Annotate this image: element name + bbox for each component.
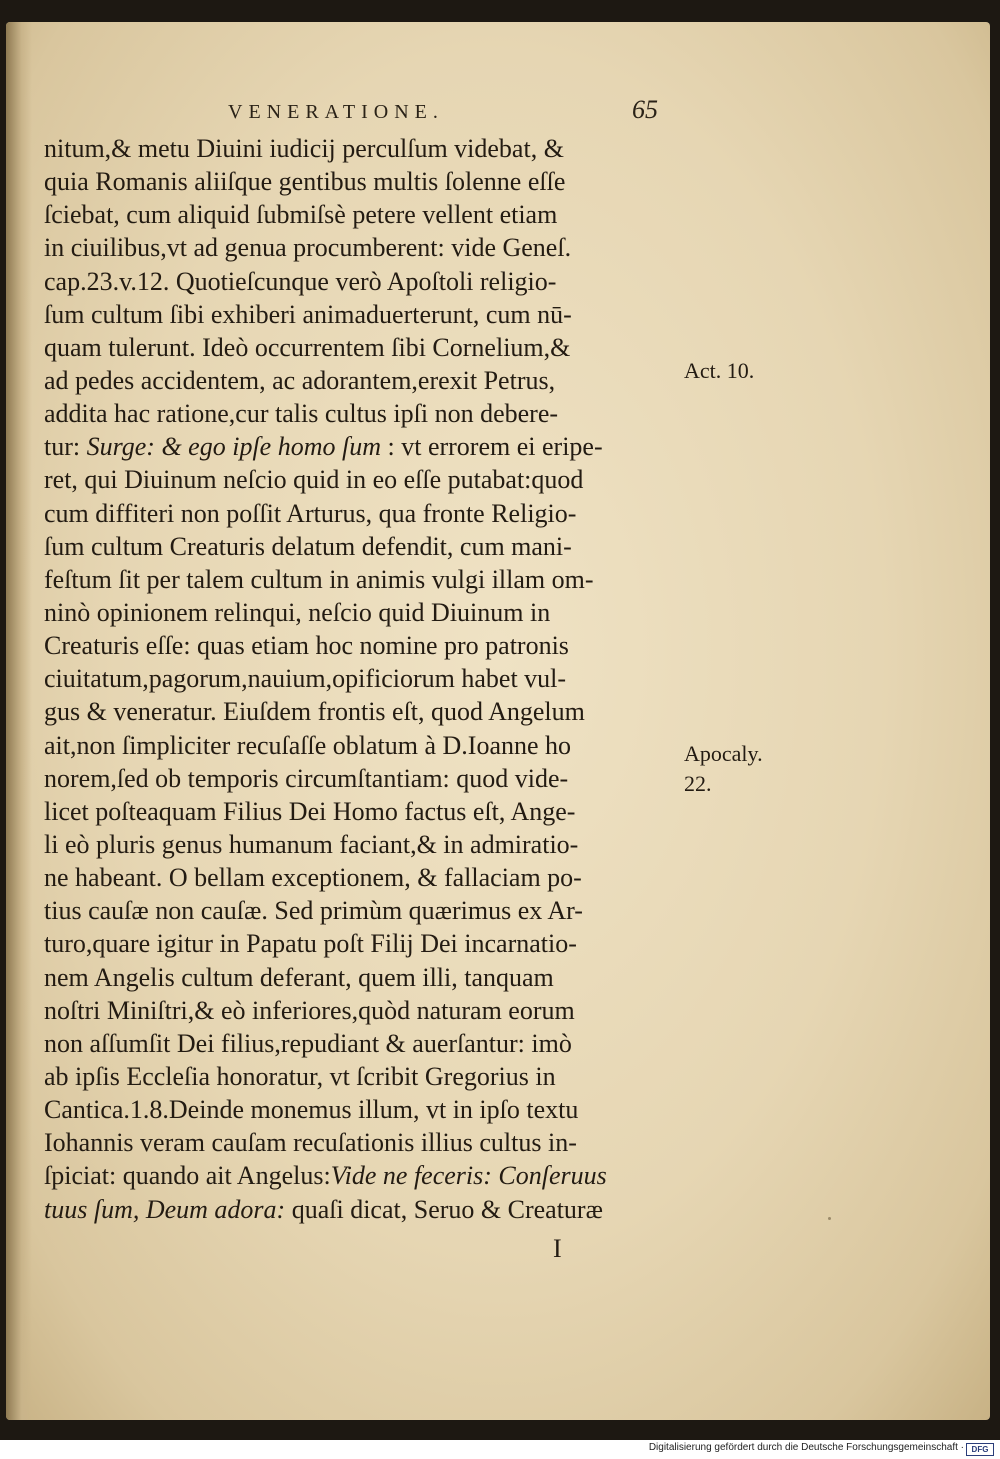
text-line-10-start: tur: xyxy=(44,432,87,462)
text-line-33 xyxy=(44,1193,684,1226)
italic-quote-deum: tuus ſum, Deum adora: xyxy=(44,1194,286,1224)
text-line-13: ſum cultum Creaturis delatum defendit, cum mani- xyxy=(44,531,572,561)
marginal-note-apocalypse-chapter: 22. xyxy=(684,771,712,796)
text-line-32-start: ſpiciat: quando ait Angelus: xyxy=(44,1161,331,1191)
text-line-15: ninò opinionem relinqui, neſcio quid Diuinum in xyxy=(44,597,551,627)
marginal-note-acts: Act. 10. xyxy=(684,358,755,383)
text-line-2: quia Romanis aliiſque gentibus multis ſolenne eſſe xyxy=(44,167,566,197)
text-line-18: gus & veneratur. Eiuſdem frontis eſt, quod Angelum xyxy=(44,697,585,727)
text-line-30: Cantica.1.8.Deinde monemus illum, vt in ipſo textu xyxy=(44,1095,579,1125)
text-line-20: norem,ſed ob temporis circumſtantiam: quod vide- xyxy=(44,763,569,793)
text-line-22: li eò pluris genus humanum faciant,& in admiratio- xyxy=(44,829,579,859)
text-line-10 xyxy=(44,430,684,463)
running-head: VENERATIONE. xyxy=(228,101,444,123)
text-line-16: Creaturis eſſe: quas etiam hoc nomine pro patronis xyxy=(44,631,569,661)
text-line-24: tius cauſæ non cauſæ. Sed primùm quærimus ex Ar- xyxy=(44,896,583,926)
digitization-credit: Digitalisierung gefördert durch die Deutsche Forschungsgemeinschaft · xyxy=(648,1442,964,1453)
text-line-8: ad pedes accidentem, ac adorantem,erexit Petrus, xyxy=(44,365,556,395)
dfg-logo-icon: DFG xyxy=(966,1443,994,1456)
text-line-21: licet poſteaquam Filius Dei Homo factus eſt, Ange- xyxy=(44,796,576,826)
text-line-33-end: quaſi dicat, Seruo & Creaturæ xyxy=(285,1194,603,1224)
text-line-25: turo,quare igitur in Papatu poſt Filij Dei incarnatio- xyxy=(44,929,577,959)
text-line-3: ſciebat, cum aliquid ſubmiſsè petere vellent etiam xyxy=(44,200,558,230)
text-line-19: ait,non ſimpliciter recuſaſſe oblatum à D.Ioanne ho xyxy=(44,730,572,760)
text-line-14: feſtum ſit per talem cultum in animis vulgi illam om- xyxy=(44,564,594,594)
text-line-27: noſtri Miniſtri,& eò inferiores,quòd naturam eorum xyxy=(44,995,575,1025)
text-line-4: in ciuilibus,vt ad genua procumberent: vide Geneſ. xyxy=(44,233,572,263)
paper-speck xyxy=(828,1217,831,1220)
page-gutter-shadow xyxy=(6,22,32,1420)
italic-quote-vide: Vide ne feceris: Conſeruus xyxy=(330,1161,607,1191)
text-line-17: ciuitatum,pagorum,nauium,opificiorum habet vul- xyxy=(44,664,567,694)
text-line-5: cap.23.v.12. Quotieſcunque verò Apoſtoli religio- xyxy=(44,266,557,296)
text-line-31: Iohannis veram cauſam recuſationis illius cultus in- xyxy=(44,1128,577,1158)
text-line-10-end: : vt errorem ei eripe- xyxy=(387,432,603,462)
text-line-6: ſum cultum ſibi exhiberi animaduerterunt, cum nū- xyxy=(44,299,572,329)
text-line-32 xyxy=(44,1159,684,1192)
text-line-9: addita hac ratione,cur talis cultus ipſi non debere- xyxy=(44,399,559,429)
body-text xyxy=(44,132,684,1226)
text-line-23: ne habeant. O bellam exceptionem, & fallaciam po- xyxy=(44,863,582,893)
italic-quote-surge: Surge: & ego ipſe homo ſum xyxy=(86,432,381,462)
text-line-7: quam tulerunt. Ideò occurrentem ſibi Cornelium,& xyxy=(44,332,571,362)
text-line-28: non aſſumſit Dei filius,repudiant & auerſantur: imò xyxy=(44,1028,572,1058)
text-line-1: nitum,& metu Diuini iudicij perculſum videbat, & xyxy=(44,134,564,163)
signature-mark: I xyxy=(553,1234,562,1263)
text-line-11: ret, qui Diuinum neſcio quid in eo eſſe putabat:quod xyxy=(44,465,584,495)
text-line-12: cum diffiteri non poſſit Arturus, qua fronte Religio- xyxy=(44,498,577,528)
page-number: 65 xyxy=(632,95,658,124)
marginal-note-apocalypse xyxy=(684,739,763,799)
text-line-29: ab ipſis Eccleſia honoratur, vt ſcribit Gregorius in xyxy=(44,1061,556,1091)
marginal-note-apocalypse-book: Apocaly. xyxy=(684,741,763,766)
text-line-26: nem Angelis cultum deferant, quem illi, tanquam xyxy=(44,962,554,992)
